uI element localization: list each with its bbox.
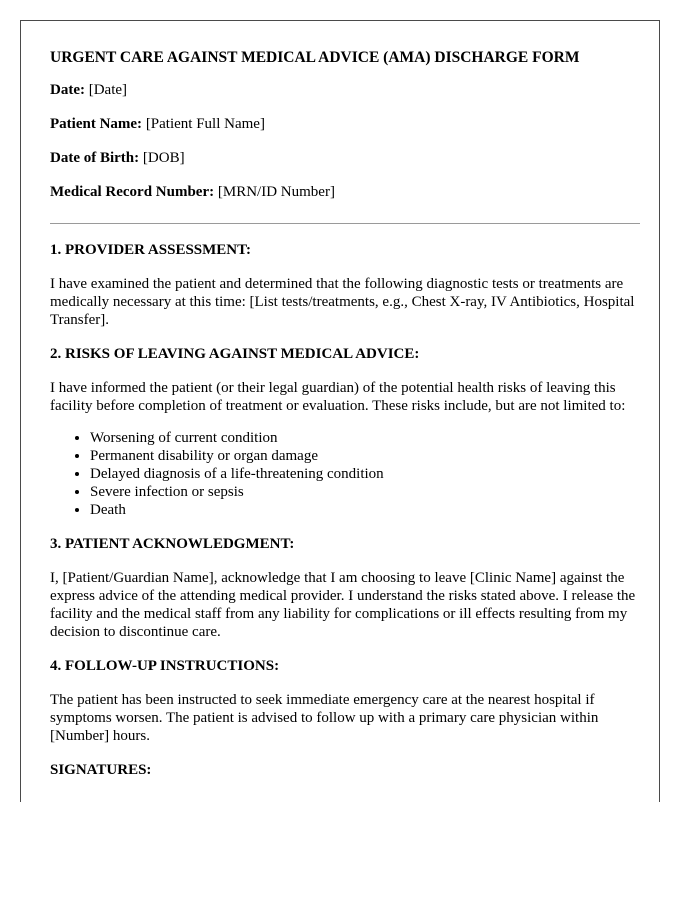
acknowledgment-heading: 3. PATIENT ACKNOWLEDGMENT: (50, 536, 295, 552)
followup-body: The patient has been instructed to seek immediate emergency care at the nearest hospital if symptoms worsen. The patient is advised to follow up with a primary care physician within [Number] hours. (50, 692, 599, 744)
date-label: Date: (50, 82, 85, 98)
risks-heading: 2. RISKS OF LEAVING AGAINST MEDICAL ADVICE: (50, 346, 420, 362)
patient-name-field (50, 115, 640, 133)
risk-list-item: • Severe infection or sepsis (90, 483, 640, 501)
assessment-body: I have examined the patient and determined that the following diagnostic tests or treatments are medically necessary at this time: [List tests/treatments, e.g., Chest X-ray, IV Antibiotics, Hospital Transfer]. (50, 276, 635, 328)
dob-label: Date of Birth: (50, 150, 140, 166)
patient-name-value: [Patient Full Name] (145, 116, 265, 132)
document-page (20, 20, 660, 802)
acknowledgment-body: I, [Patient/Guardian Name], acknowledge that I am choosing to leave [Clinic Name] against the express advice of the attending medical provider. I understand the risks stated above. I release the facility and the medical staff from any liability for complications or ill effects resulting from my decision to discontinue care. (50, 570, 636, 640)
mrn-field (50, 183, 640, 201)
risk-list-item: • Permanent disability or organ damage (90, 447, 640, 465)
form-title: URGENT CARE AGAINST MEDICAL ADVICE (AMA) DISCHARGE FORM (50, 49, 580, 66)
risks-list (50, 429, 640, 519)
risks-body: I have informed the patient (or their legal guardian) of the potential health risks of leaving this facility before completion of treatment or evaluation. These risks include, but are not limited to: (50, 380, 626, 414)
header-divider (50, 223, 640, 224)
document-content (50, 49, 640, 795)
mrn-value: [MRN/ID Number] (217, 184, 335, 200)
patient-name-label: Patient Name: (50, 116, 143, 132)
risk-list-item: • Death (90, 501, 640, 519)
followup-heading: 4. FOLLOW-UP INSTRUCTIONS: (50, 658, 280, 674)
dob-field (50, 149, 640, 167)
signatures-heading: SIGNATURES: (50, 762, 152, 778)
assessment-heading: 1. PROVIDER ASSESSMENT: (50, 242, 252, 258)
risk-list-item: • Delayed diagnosis of a life-threatening condition (90, 465, 640, 483)
date-field (50, 81, 640, 99)
dob-value: [DOB] (142, 150, 185, 166)
risk-list-item: • Worsening of current condition (90, 429, 640, 447)
mrn-label: Medical Record Number: (50, 184, 215, 200)
date-value: [Date] (88, 82, 128, 98)
